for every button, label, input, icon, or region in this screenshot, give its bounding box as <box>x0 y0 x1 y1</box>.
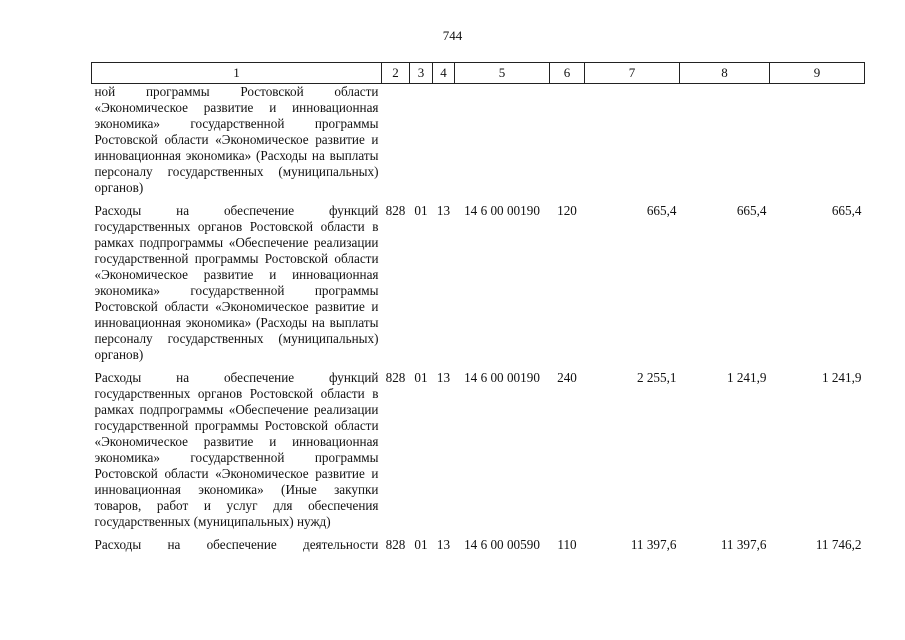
row-ministry-code: 828 <box>385 537 406 552</box>
column-header-9: 9 <box>770 63 865 84</box>
table-row <box>92 84 865 204</box>
row-amount-year-1: 665,4 <box>646 203 677 218</box>
header-row <box>92 63 865 84</box>
row-target-article: 14 6 00 00190 <box>464 203 540 218</box>
row-description: Расходы на обеспечение функций государственных органов Ростовской области в рамках подпрограммы «Обеспечение реализации государственной программы Ростовской области «Экономическое развитие и инновационная экономика» государственной программы Ростовской области «Экономическое развитие и инновационная экономика» (Иные закупки товаров, работ и услуг для обеспечения государственных (муниципальных) нужд) <box>94 370 379 529</box>
row-ministry-code: 828 <box>385 203 406 218</box>
row-ministry-code <box>382 84 410 204</box>
row-subsection-code: 13 <box>436 370 451 385</box>
row-expense-type: 120 <box>557 203 577 218</box>
row-target-article: 14 6 00 00190 <box>464 370 540 385</box>
row-amount-year-2: 1 241,9 <box>726 370 767 385</box>
row-expense-type: 240 <box>557 370 577 385</box>
table-row <box>92 203 865 370</box>
row-amount-year-3: 1 241,9 <box>821 370 862 385</box>
row-ministry-code: 828 <box>385 370 406 385</box>
page-number: 744 <box>442 28 463 43</box>
column-header-1: 1 <box>92 63 382 84</box>
column-header-5: 5 <box>455 63 550 84</box>
column-header-4: 4 <box>433 63 455 84</box>
row-expense-type <box>550 84 585 204</box>
column-header-2: 2 <box>382 63 410 84</box>
row-amount-year-3: 665,4 <box>831 203 862 218</box>
row-description: ной программы Ростовской области «Экономическое развитие и инновационная экономика» государственной программы Ростовской области «Экономическое развитие и инновационная экономика» (Расходы на выплаты персоналу государственных (муниципальных) органов) <box>94 84 379 195</box>
row-section-code: 01 <box>414 370 428 385</box>
row-amount-year-3 <box>770 84 865 204</box>
row-description: Расходы на обеспечение деятельности <box>94 537 379 552</box>
column-header-6: 6 <box>550 63 585 84</box>
row-section-code: 01 <box>414 537 428 552</box>
row-subsection-code <box>433 84 455 204</box>
row-amount-year-2 <box>680 84 770 204</box>
row-amount-year-1 <box>585 84 680 204</box>
table-row <box>92 370 865 537</box>
row-amount-year-3: 11 746,2 <box>815 537 862 552</box>
row-section-code: 01 <box>414 203 428 218</box>
row-amount-year-2: 665,4 <box>736 203 767 218</box>
row-amount-year-1: 11 397,6 <box>630 537 677 552</box>
row-amount-year-1: 2 255,1 <box>636 370 677 385</box>
budget-table <box>91 62 865 553</box>
row-target-article: 14 6 00 00590 <box>464 537 540 552</box>
row-expense-type: 110 <box>557 537 577 552</box>
column-header-7: 7 <box>585 63 680 84</box>
row-section-code <box>410 84 433 204</box>
column-header-3: 3 <box>410 63 433 84</box>
row-amount-year-2: 11 397,6 <box>720 537 767 552</box>
table-row <box>92 537 865 553</box>
row-target-article <box>455 84 550 204</box>
column-header-8: 8 <box>680 63 770 84</box>
row-subsection-code: 13 <box>436 537 451 552</box>
row-description: Расходы на обеспечение функций государственных органов Ростовской области в рамках подпрограммы «Обеспечение реализации государственной программы Ростовской области «Экономическое развитие и инновационная экономика» государственной программы Ростовской области «Экономическое развитие и инновационная экономика» (Расходы на выплаты персоналу государственных (муниципальных) органов) <box>94 203 379 362</box>
row-subsection-code: 13 <box>436 203 451 218</box>
